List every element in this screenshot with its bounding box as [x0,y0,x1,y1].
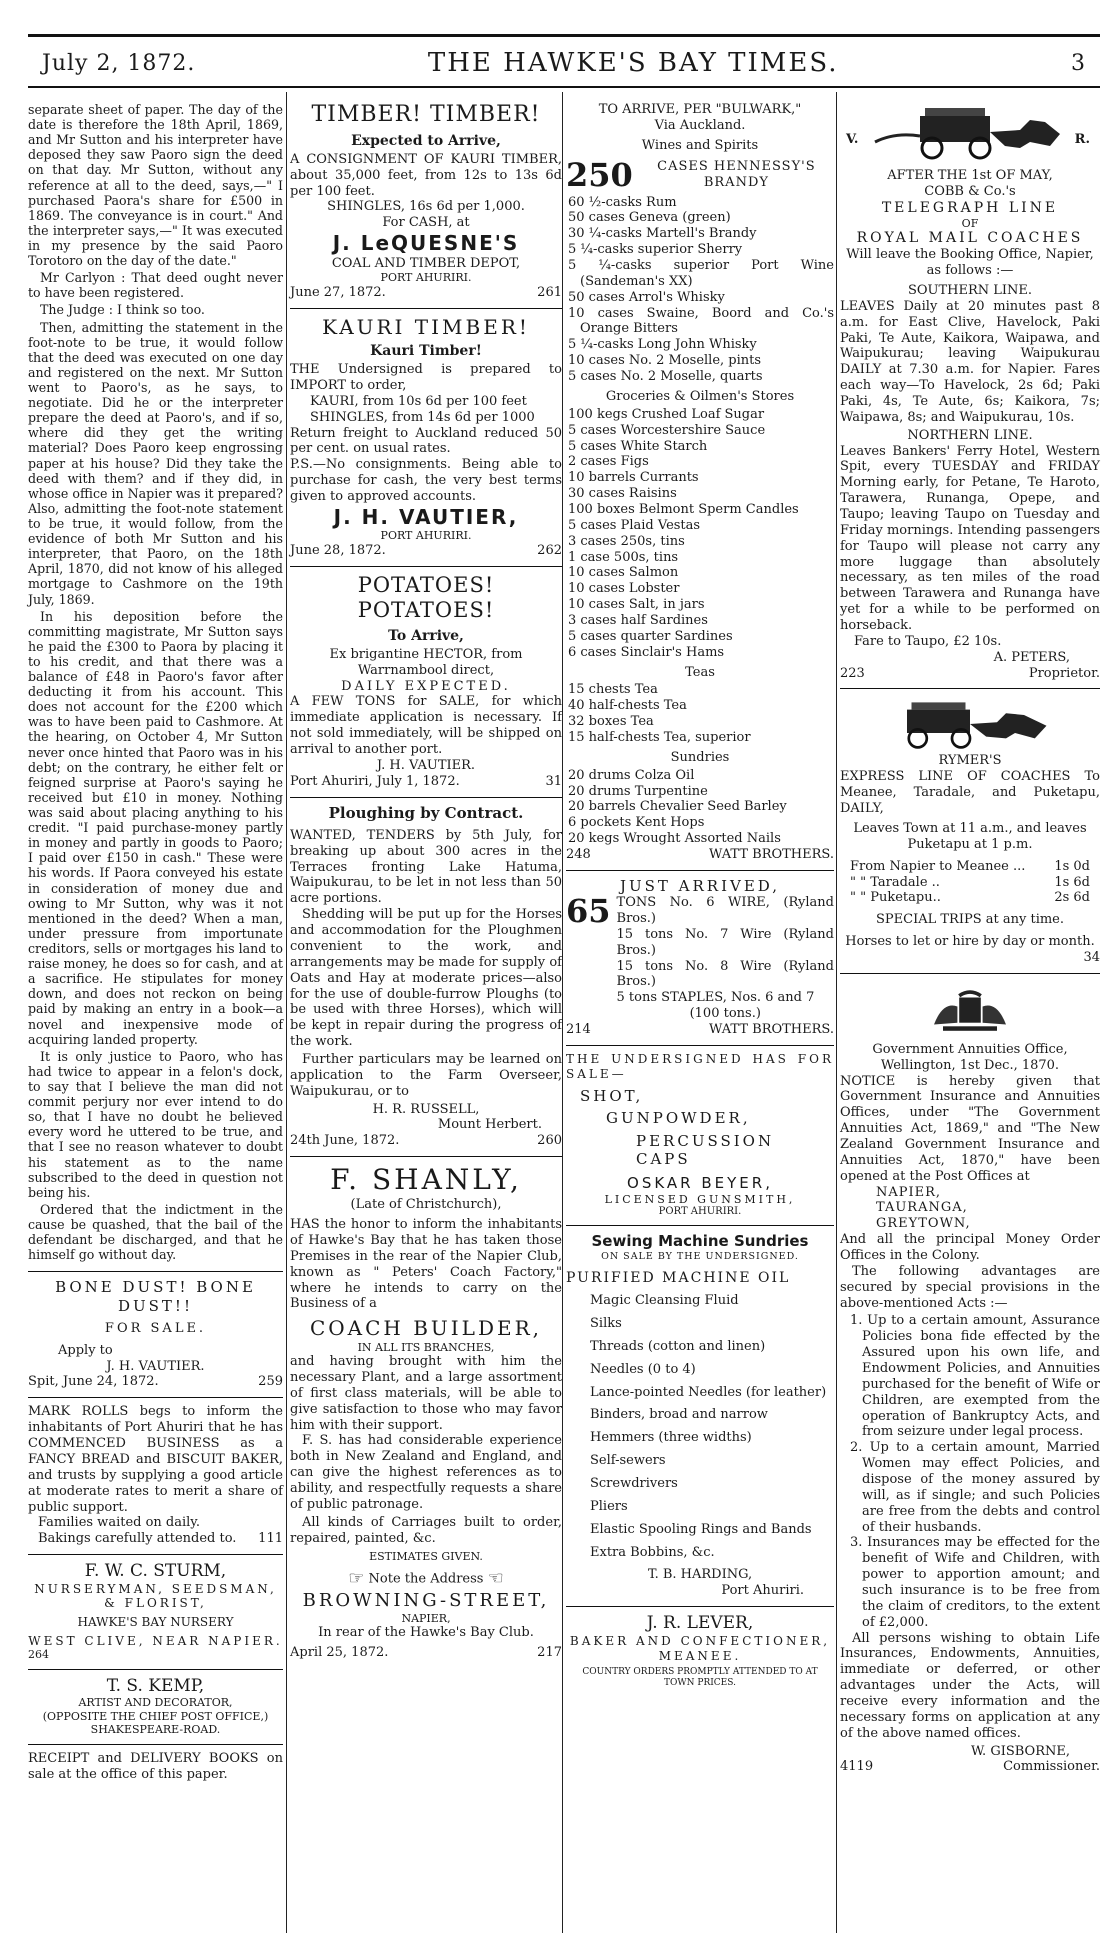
ad-headline: KAURI TIMBER! [322,314,530,339]
bulwark-ad [566,96,834,871]
advantages-list [840,1313,1100,1630]
groceries-list [566,407,834,661]
ad-number: 261 [537,284,562,300]
ad-text: ARTIST AND DECORATOR, [78,1696,233,1710]
sundry-item: 6 pockets Kent Hops [568,815,705,831]
section-heading: Teas [685,664,715,680]
ad-text: Return freight to Auckland reduced 50 per cent. on usual rates. [290,425,562,457]
office-place: TAURANGA, [876,1200,968,1216]
ad-text: Leaves Bankers' Ferry Hotel, Western Spit, every TUESDAY and FRIDAY Morning early, for Petane, Te Haroto, Tarawera, Runanga, Opepe, and Taupo; leaving Taupo on Tuesday and Friday mornings. Intending passengers for Taupo will please not carry any more luggage than absolutely necessary, as ten miles of the road between Tarawera and Runanga have yet for a while to be performed on horseback. [840,443,1100,634]
ad-text: PORT AHURIRI. [658,1206,742,1218]
ad-text: The following advantages are secured by special provisions in the above-mentioned Acts :— [840,1263,1100,1311]
tea-item: 15 chests Tea [568,682,658,698]
ad-text: LEAVES Daily at 20 minutes past 8 a.m. for East Clive, Havelock, Paki Paki, Te Aute, Kaikora, Waipawa, and Waipukurau; leaving Waipukurau DAILY at 7.30 a.m. for Napier. Fares each way—To Havelock, 2s 6d; Paki Paki, 4s, Te Aute, 6s; Kaikora, 7s; Waipawa, 8s; and Waipukurau, 10s. [840,298,1100,425]
ad-text: Apply to [58,1342,113,1358]
ad-advertiser: WATT BROTHERS. [709,1022,834,1038]
places-list [840,1185,1100,1233]
sewing-item: Binders, broad and narrow [590,1407,768,1423]
grocery-item: 3 cases half Sardines [568,612,708,628]
masthead-rule [28,86,1100,88]
wine-item: 10 cases Swaine, Boord and Co.'s Orange Bitters [568,305,834,337]
ad-subheadline: Kauri Timber! [370,343,482,360]
grocery-item: 5 cases quarter Sardines [568,628,733,644]
ad-advertiser: T. B. HARDING, [647,1567,753,1583]
ad-subheadline: (Late of Christchurch), [350,1197,502,1213]
ad-text: Families waited on daily. [38,1515,201,1531]
ad-advertiser: COBB & Co.'s [924,183,1016,199]
column-divider [286,92,287,1933]
ad-text: ESTIMATES GIVEN. [369,1550,483,1564]
fare-row [850,890,1090,906]
sewing-item: Screwdrivers [590,1476,678,1492]
ad-text: KAURI, from 10s 6d per 100 feet [310,393,527,409]
ad-text: For CASH, at [382,215,470,231]
ad-subheadline: FOR SALE. [104,1320,207,1336]
lever-ad [566,1607,834,1696]
ad-text: Government Annuities Office, [872,1041,1068,1057]
ad-text: SPECIAL TRIPS at any time. [876,912,1064,928]
ad-text: IN ALL ITS BRANCHES, [357,1340,495,1354]
sewing-item: Needles (0 to 4) [590,1361,696,1377]
ad-headline: ROYAL MAIL COACHES [856,230,1084,247]
ad-text: Fare to Taupo, £2 10s. [854,633,1002,649]
ad-number: 260 [537,1133,562,1149]
ad-text: 5 tons STAPLES, Nos. 6 and 7 [616,990,815,1006]
wine-item: 50 cases Arrol's Whisky [568,289,725,305]
ad-text: COUNTRY ORDERS PROMPTLY ATTENDED TO AT TOWN PRICES. [582,1667,818,1689]
ad-big-number: 65 [566,892,611,931]
ad-advertiser: WATT BROTHERS. [709,846,834,862]
ad-text: LICENSED GUNSMITH, [604,1192,796,1206]
ad-text: WANTED, TENDERS by 5th July, for breaking up about 300 acres in the Terraces fronting Lake Hatuma, Waipukurau, to be let in not less than 50 acre portions. [290,827,562,907]
ad-advertiser: OSKAR BEYER, [627,1174,773,1193]
ad-subheadline: Expected to Arrive, [351,132,501,149]
ad-text: A CONSIGNMENT OF KAURI TIMBER, about 35,000 feet, from 12s to 13s 6d per 100 feet. [290,151,562,199]
article-paragraph: Then, admitting the statement in the foot-note to be true, it would follow that the deed was executed on one day and registered on the next. Mr Sutton went to Paoro's, as he says, to negotiate. Did he or the interpreter prepare the deed at Paoro's, and if so, where did they get the writing material? Does Paoro keep engrossing paper at his house? Did they take the deed with them? and if they did, in whose office in Napier was it prepared? Also, admitting the foot-note statement to be true, it would follow, from the evidence of both Mr Sutton and his interpreter, that Paoro, on the 18th April, 1870, did not know of his alleged mortgage to Cashmore on the 19th July, 1869. [28,319,283,607]
sewing-item: Threads (cotton and linen) [590,1338,766,1354]
ad-number: 111 [258,1531,283,1547]
ad-text: WEST CLIVE, NEAR NAPIER. [28,1633,283,1648]
mail-coach-illustration-icon [870,102,1070,162]
pointing-hand-icon: ☜ [487,1567,504,1589]
ad-text: MEANEE. [658,1648,742,1663]
ad-place: Spit, June 24, 1872. [28,1374,159,1390]
ad-text: THE Undersigned is prepared to IMPORT to order, [290,362,562,394]
article-paragraph: Ordered that the indictment in the cause be quashed, that the bail of the defendant be discharged, and that he himself go without day. [28,1201,283,1263]
ad-text: PORT AHURIRI. [380,271,472,285]
sundry-item: 20 kegs Wrought Assorted Nails [568,831,781,847]
ad-number: 4119 [840,1759,874,1775]
ad-text: PORT AHURIRI. [380,529,472,543]
grocery-item: 5 cases White Starch [568,438,708,454]
ad-date: June 28, 1872. [290,542,386,558]
receipt-books-ad [28,1745,283,1790]
fare-price: 2s 6d [1054,890,1090,906]
ad-text: A FEW TONS for SALE, for which immediate application is necessary. If not sold immediately, will be shipped on arrival to another port. [290,694,562,758]
bone-dust-ad [28,1272,283,1398]
column-3 [566,96,834,1696]
office-place: GREYTOWN, [876,1216,971,1232]
sundries-list [566,768,834,847]
ad-number: 223 [840,665,865,681]
article-paragraph: The Judge : I think so too. [40,302,205,318]
article-paragraph: It is only justice to Paoro, who has had twice to appear in a felon's dock, to say that I believe the man did not commit perjury nor ever intend to do so, that I have no doubt he believed every word he uttered to be true, and that I see no reason whatever to doubt his statement as to the name subscribed to the deed in question not being his. [28,1048,283,1200]
ad-text: DAILY EXPECTED. [341,678,511,694]
ad-text: All persons wishing to obtain Life Insurances, Endowments, Annuities, immediate or deferred, or other advantages under the Acts, will receive every information and the necessary forms on application at any of the above named offices. [840,1630,1100,1741]
grocery-item: 5 cases Worcestershire Sauce [568,422,766,438]
sewing-item: Magic Cleansing Fluid [590,1293,739,1309]
grocery-item: 6 cases Sinclair's Hams [568,644,725,660]
wine-item: 5 ¼-casks superior Sherry [568,242,743,258]
ad-date: April 25, 1872. [290,1644,389,1660]
wine-item: 60 ½-casks Rum [568,194,677,210]
grocery-item: 1 case 500s, tins [568,549,679,565]
potatoes-ad [290,567,562,798]
ad-text: 15 tons No. 8 Wire (Ryland Bros.) [616,958,834,990]
grocery-item: 100 kegs Crushed Loaf Sugar [568,406,765,422]
ad-text: COACH BUILDER, [309,1316,543,1341]
annuities-ad [840,974,1100,1783]
ad-advertiser: J. H. VAUTIER. [106,1358,205,1374]
ad-date: Port Ahuriri, July 1, 1872. [290,773,460,789]
ad-headline: TO ARRIVE, PER "BULWARK," [598,102,802,117]
section-heading: Wines and Spirits [641,137,759,153]
royal-coat-of-arms-icon [925,986,1015,1036]
section-heading: Groceries & Oilmen's Stores [605,388,795,404]
decorator-ad [28,1670,283,1745]
ad-headline: F. SHANLY, [330,1163,522,1197]
ad-text: RECEIPT and DELIVERY BOOKS on sale at the office of this paper. [28,1750,283,1782]
ad-text: Shedding will be put up for the Horses and accommodation for the Ploughmen convenient to the work, and arrangements may be made for supply of Oats and Hay at moderate prices—also for the use of double-furrow Ploughs (to be used with three Horses), which will be kept in repair during the progress of the work. [290,907,562,1050]
ad-text: NAPIER, [401,1611,451,1625]
gunsmith-ad [566,1046,834,1226]
ad-text: Ex brigantine HECTOR, from Warrnambool direct, [329,646,523,678]
royal-cipher-v: V. [846,132,859,147]
ad-advertiser: J. R. LEVER, [646,1613,754,1634]
sewing-list [566,1270,834,1560]
ad-text: 15 tons No. 7 Wire (Ryland Bros.) [616,926,834,958]
fare-price: 1s 0d [1054,858,1090,874]
ad-text: SHINGLES, 16s 6d per 1,000. [327,199,525,215]
wine-item: 5 cases No. 2 Moselle, quarts [568,369,763,385]
nursery-ad [28,1555,283,1670]
article-paragraph: Mr Carlyon : That deed ought never to have been registered. [28,270,283,301]
column-divider [562,92,563,1933]
ad-text: MARK ROLLS begs to inform the inhabitants of Port Ahuriri that he has COMMENCED BUSINESS as a FANCY BREAD and BISCUIT BAKER, and trusts by supplying a good article at moderate rates to merit a share of public support. [28,1404,283,1515]
rymer-coaches-ad [840,689,1100,973]
column-1 [28,96,283,1789]
grocery-item: 10 cases Salt, in jars [568,597,705,613]
ad-text: All kinds of Carriages built to order, repaired, painted, &c. [290,1514,562,1546]
ploughing-ad [290,798,562,1157]
wine-item: 30 ¼-casks Martell's Brandy [568,226,757,242]
ad-advertiser: J. H. VAUTIER. [376,757,476,773]
ad-text: HAS the honor to inform the inhabitants of Hawke's Bay that he has taken those Premises in the rear of the Napier Club, known as " Peters' Coach Factory," where he intends to carry on the Business of a [290,1217,562,1312]
ad-date: Wellington, 1st Dec., 1870. [880,1057,1060,1073]
sundry-item: 20 drums Colza Oil [568,767,695,783]
sewing-item: Silks [590,1316,622,1332]
ad-text: THE UNDERSIGNED HAS FOR SALE— [566,1051,834,1081]
ad-text: CASES HENNESSY'S BRANDY [657,159,816,191]
ad-text: NOTICE is hereby given that Government Insurance and Annuities Offices, under "The Government Annuities Act, 1869," and "The New Zealand Government Insurance and Annuities Act, 1870," have been opened at the Post Offices at [840,1073,1100,1184]
grocery-item: 100 boxes Belmont Sperm Candles [568,501,799,517]
ad-place: Port Ahuriri. [721,1583,804,1599]
ad-text: Horses to let or hire by day or month. [845,934,1095,950]
ad-text: COAL AND TIMBER DEPOT, [331,255,521,271]
section-heading: NORTHERN LINE. [907,427,1033,443]
ad-text: Proprietor. [1028,665,1100,681]
royal-cipher-r: R. [1074,132,1090,147]
ad-headline: JUST ARRIVED, [619,876,781,895]
ad-headline: TELEGRAPH LINE [881,199,1059,216]
ad-advertiser: J. LeQUESNE'S [332,231,520,256]
ad-text: SHAKESPEARE-ROAD. [90,1723,221,1737]
sewing-item: PURIFIED MACHINE OIL [566,1270,791,1287]
ad-text: In rear of the Hawke's Bay Club. [318,1625,534,1641]
issue-date: July 2, 1872. [42,50,196,76]
advantage-item: 1. Up to a certain amount, Assurance Policies bona fide effected by the Assured upon his own life, and Endowment Policies, and Annuities purchased for the benefit of Wife or Children, are exempted from the operation of Bankruptcy Acts, and from seizure under legal process. [850,1313,1100,1440]
ad-subheadline: ON SALE BY THE UNDERSIGNED. [601,1250,799,1262]
timber-ad [290,96,562,309]
column-4 [840,96,1100,1782]
advantage-item: 3. Insurances may be effected for the benefit of Wife and Children, with power to apportion amount; and such insurance is to be free from the claim of creditors, to the extent of £2,000. [850,1535,1100,1630]
article-paragraph: In his deposition before the committing magistrate, Mr Sutton says he paid the £300 to Paora by placing it to his credit, and that there was a balance of £48 in Paoro's favor after deducting it from his account. This does not account for the £200 which was to have been paid to Cashmore. At the hearing, on October 4, Mr Sutton never once hinted that Paoro was in his debt; on the contrary, he either felt or feigned surprise at Paoro's saying he received but £10 in money. Nothing was said about placing anything to his credit. "I paid purchase-money partly in money and partly in goods to Paoro; I paid over £150 in cash." These were his words. If Paora conveyed his estate in consideration of money due and owing to Mr Sutton, why was it not mentioned in the deed? When a man, under pressure from importunate creditors, sells or mortgages his land to raise money, he does so for cash, and at a sacrifice. He stipulates for money down, and does not reckon on being paid by making an entry in a book—a novel and inexpensive mode of acquiring landed property. [28,608,283,1047]
grocery-item: 2 cases Figs [568,454,649,470]
ad-text: Commissioner. [1003,1759,1100,1775]
ad-text: EXPRESS LINE OF COACHES To Meanee, Taradale, and Puketapu, DAILY, [840,769,1100,817]
fare-row [850,859,1090,875]
grocery-item: 10 barrels Currants [568,470,699,486]
ad-number: 217 [537,1644,562,1660]
wine-item: 50 cases Geneva (green) [568,210,731,226]
ad-text: SHINGLES, from 14s 6d per 1000 [310,409,535,425]
ad-text: HAWKE'S BAY NURSERY [77,1615,234,1630]
ad-text: P.S.—No consignments. Being able to purchase for cash, the very best terms given to approved accounts. [290,457,562,505]
ad-number: 248 [566,846,591,862]
fare-route: From Napier to Meanee ... [850,858,1026,874]
wine-item: 5 ¼-casks superior Port Wine (Sandeman's XX) [568,258,834,289]
tea-item: 32 boxes Tea [568,714,654,730]
ad-advertiser: A. PETERS, [993,649,1070,665]
ad-advertiser: J. H. VAUTIER, [333,504,519,529]
office-place: NAPIER, [876,1184,942,1200]
ad-place: Mount Herbert. [437,1117,542,1133]
wine-item: 5 ¼-casks Long John Whisky [568,337,757,353]
ad-advertiser: F. W. C. STURM, [84,1561,227,1582]
column-2 [290,96,562,1668]
ad-text: And all the principal Money Order Offices in the Colony. [840,1232,1100,1263]
ad-number: 31 [545,773,562,789]
sewing-item: Hemmers (three widths) [590,1430,752,1446]
sewing-item: Self-sewers [590,1453,666,1469]
advantage-item: 2. Up to a certain amount, Married Women may effect Policies, and dispose of the money assured by will, as if single; and such Policies are free from the debts and control of their husbands. [850,1440,1100,1535]
ad-headline: POTATOES! POTATOES! [357,572,495,623]
ad-subheadline: To Arrive, [388,627,464,644]
ad-text: Leaves Town at 11 a.m., and leaves Puketapu at 1 p.m. [853,820,1087,852]
ad-text: BROWNING-STREET, [302,1589,550,1611]
grocery-item: 30 cases Raisins [568,486,677,502]
ad-text: F. S. has had considerable experience both in New Zealand and England, and can give the highest references as to ability, and respectfully requests a share of public patronage. [290,1433,562,1512]
sewing-item: Lance-pointed Needles (for leather) [590,1384,827,1400]
masthead [42,44,1086,82]
sewing-item: Extra Bobbins, &c. [590,1544,715,1560]
kauri-ad [290,309,562,567]
grocery-item: 10 cases Lobster [568,581,680,597]
ad-text: GUNPOWDER, [606,1109,751,1128]
wine-item: 10 cases No. 2 Moselle, pints [568,353,762,369]
ad-advertiser: H. R. RUSSELL, [372,1101,480,1117]
baker-ad [28,1398,283,1555]
coach-illustration-icon [870,697,1070,751]
grocery-item: 3 cases 250s, tins [568,533,685,549]
ad-text: and having brought with him the necessary Plant, and a large assortment of first class materials, will be able to give satisfaction to those who may favor him with their support. [290,1354,562,1433]
court-article [28,96,283,1272]
cobb-coaches-ad [840,96,1100,689]
fare-price: 1s 6d [1054,874,1090,890]
ad-text: TONS No. 6 WIRE, (Ryland Bros.) [616,895,834,926]
ad-headline: Sewing Machine Sundries [591,1232,809,1251]
ad-text: Will leave the Booking Office, Napier, as follows :— [846,247,1094,279]
ad-date: 24th June, 1872. [290,1133,400,1149]
sundry-item: 20 drums Turpentine [568,783,708,799]
ad-headline: BONE DUST! BONE DUST!! [55,1278,256,1315]
ad-subheadline: Via Auckland. [654,117,746,133]
ad-text: Further particulars may be learned on application to the Farm Overseer, Waipukurau, or to [290,1051,562,1099]
newspaper-title: THE HAWKE'S BAY TIMES. [427,48,839,78]
ad-number: 214 [566,1022,591,1038]
ad-text: SHOT, [580,1087,644,1106]
ad-big-number: 250 [566,155,633,194]
ad-text: OF [961,216,979,230]
ad-text: PERCUSSION CAPS [636,1131,775,1169]
article-paragraph: separate sheet of paper. The day of the date is therefore the 18th April, 1869, and Mr Sutton and his interpreter have deposed they saw Paoro sign the deed on that day. Mr Sutton, without any reference at all to the deed, says,—" I purchased Paora's share for £500 in 1869. The conveyance is in court." And the interpreter says,—" It was executed in my presence by the said Paoro Torotoro on the day of the date." [28,102,283,269]
column-divider [836,92,837,1933]
wines-list [566,195,834,385]
ad-text: BAKER AND CONFECTIONER, [569,1633,831,1648]
section-heading: SOUTHERN LINE. [907,283,1033,298]
ad-headline: TIMBER! TIMBER! [311,102,541,127]
grocery-item: 5 cases Plaid Vestas [568,517,701,533]
sewing-item: Pliers [590,1498,628,1514]
sewing-ad [566,1226,834,1607]
ad-number: 264 [28,1648,49,1662]
teas-list [566,682,834,745]
tea-item: 40 half-chests Tea [568,698,687,714]
ad-text: AFTER THE 1st OF MAY, [887,168,1053,183]
ad-advertiser: W. GISBORNE, [970,1743,1070,1759]
ad-advertiser: T. S. KEMP, [106,1675,205,1696]
ad-number: 259 [258,1374,283,1390]
ad-text: Bakings carefully attended to. [38,1531,237,1547]
ad-headline: Ploughing by Contract. [328,803,524,822]
ad-text: (100 tons.) [689,1006,761,1022]
fare-route: " " Puketapu.. [850,890,941,906]
tea-item: 15 half-chests Tea, superior [568,729,751,745]
page-number: 3 [1071,50,1086,76]
ad-date: June 27, 1872. [290,284,386,300]
ad-number: 34 [1083,949,1100,965]
ad-number: 262 [537,542,562,558]
ad-text: Note the Address [368,1571,484,1587]
fares-table [850,859,1090,907]
ad-advertiser: RYMER'S [938,753,1002,769]
wire-ad [566,871,834,1046]
sewing-item: Elastic Spooling Rings and Bands [590,1521,812,1537]
fare-row [850,875,1090,891]
sundry-item: 20 barrels Chevalier Seed Barley [568,799,787,815]
fare-route: " " Taradale .. [850,874,940,890]
grocery-item: 10 cases Salmon [568,565,679,581]
coach-builder-ad [290,1157,562,1668]
ad-text: (OPPOSITE THE CHIEF POST OFFICE,) [42,1709,269,1723]
top-rule [28,34,1100,37]
section-heading: Sundries [670,749,730,765]
ad-text: NURSERYMAN, SEEDSMAN, & FLORIST, [34,1581,277,1611]
pointing-hand-icon: ☞ [348,1567,365,1589]
